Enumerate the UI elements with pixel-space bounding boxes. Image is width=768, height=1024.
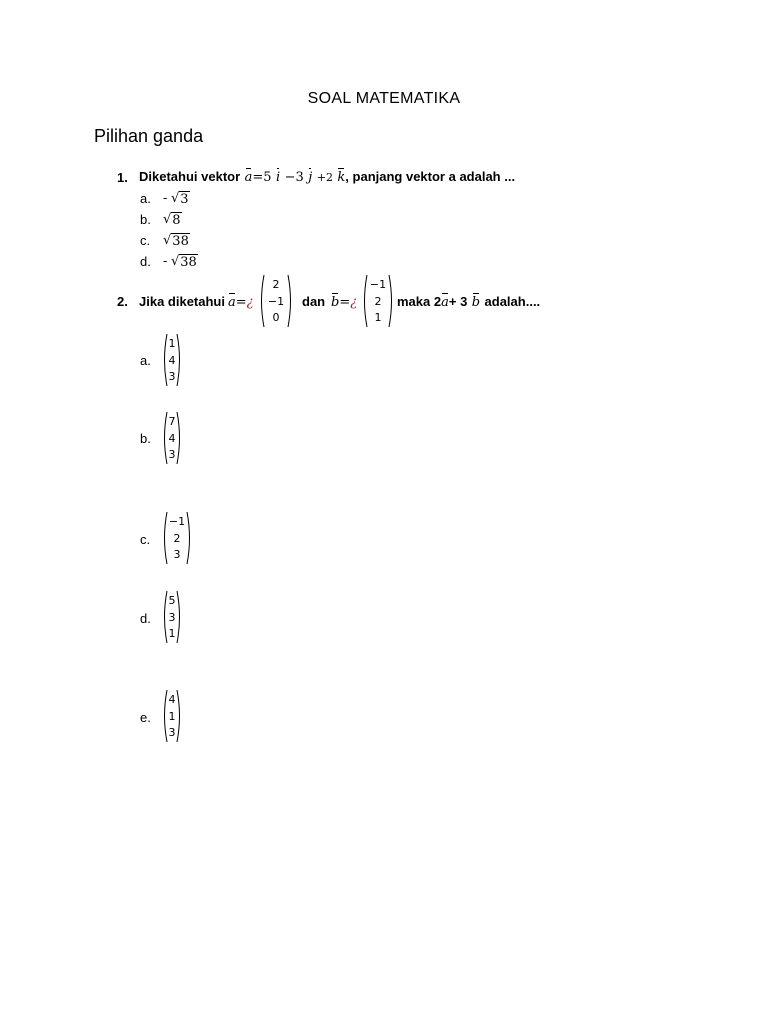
q2-vector-a: a bbox=[228, 295, 236, 310]
q1-option-sign: - bbox=[163, 190, 171, 205]
matrix-cell: 3 bbox=[168, 448, 176, 462]
q2-plus3: + 3 bbox=[448, 294, 468, 309]
q2-expr-b: b bbox=[471, 295, 481, 310]
q2-a-def bbox=[228, 293, 254, 311]
matrix-cell: 7 bbox=[168, 414, 176, 428]
matrix-cell: 1 bbox=[168, 709, 176, 723]
matrix-cell: 2 bbox=[374, 294, 382, 308]
q1-option-value bbox=[163, 210, 182, 228]
q2-a-glyph: ¿ bbox=[246, 295, 254, 310]
q2-expr-a: a bbox=[441, 295, 449, 310]
q2-option-letter: b. bbox=[140, 431, 151, 446]
matrix-cell: 1 bbox=[168, 627, 176, 641]
page-title: SOAL MATEMATIKA bbox=[307, 90, 461, 107]
q1-option-radicand: 3 bbox=[180, 192, 189, 207]
matrix-cell: 3 bbox=[168, 370, 176, 384]
q1-prefix: Diketahui vektor bbox=[139, 169, 241, 184]
matrix-cell: −1 bbox=[369, 277, 387, 291]
matrix-cell: 4 bbox=[168, 431, 176, 445]
q1-vector-i: i bbox=[276, 170, 281, 185]
q2-option-matrix bbox=[162, 689, 182, 743]
q2-option-matrix bbox=[162, 333, 182, 387]
matrix-cell: 4 bbox=[168, 692, 176, 706]
q2-b-glyph: ¿ bbox=[350, 295, 358, 310]
q1-vector-k: k bbox=[337, 170, 346, 185]
q2-expression bbox=[397, 293, 540, 311]
q2-prefix: Jika diketahui bbox=[139, 294, 225, 309]
q2-option-letter: a. bbox=[140, 353, 151, 368]
matrix-cell: 3 bbox=[168, 726, 176, 740]
q1-option-radicand: 38 bbox=[172, 234, 189, 249]
q2-maka: maka 2 bbox=[397, 294, 442, 309]
q1-option-letter: b. bbox=[140, 212, 151, 227]
q1-option-value bbox=[163, 252, 198, 270]
q1-option-letter: c. bbox=[140, 233, 151, 248]
sqrt-symbol: √ 38 bbox=[163, 233, 189, 249]
q2-option-matrix bbox=[162, 411, 182, 465]
matrix-cell: −1 bbox=[267, 294, 285, 308]
q1-option-letter: a. bbox=[140, 191, 151, 206]
q2-option-letter: c. bbox=[140, 532, 151, 547]
q2-suffix: adalah.... bbox=[484, 294, 541, 309]
sqrt-symbol: √ 8 bbox=[163, 212, 181, 228]
q2-option-letter: d. bbox=[140, 611, 151, 626]
sqrt-symbol: √ 3 bbox=[170, 191, 189, 207]
q2-option-matrix bbox=[162, 590, 182, 644]
sqrt-symbol: √ 38 bbox=[170, 254, 197, 270]
q2-number: 2. bbox=[117, 294, 128, 309]
matrix-cell: 1 bbox=[168, 336, 176, 350]
q2-option-matrix bbox=[162, 511, 192, 565]
q2-b-def bbox=[331, 293, 357, 311]
q1-option-value bbox=[163, 231, 190, 249]
q1-suffix: , panjang vektor a adalah ... bbox=[345, 169, 516, 184]
q1-option-sign: - bbox=[163, 253, 171, 268]
q2-dan: dan bbox=[302, 294, 326, 309]
q2-option-letter: e. bbox=[140, 710, 151, 725]
matrix-cell: 2 bbox=[272, 277, 280, 291]
matrix-cell: 1 bbox=[374, 311, 382, 325]
matrix-cell: 4 bbox=[168, 353, 176, 367]
matrix-cell: 3 bbox=[168, 610, 176, 624]
vector-b-matrix bbox=[362, 274, 394, 328]
q1-minus3: −3 bbox=[284, 170, 304, 185]
matrix-cell: 3 bbox=[173, 548, 181, 562]
q1-eq: =5 bbox=[252, 170, 272, 185]
q1-text bbox=[139, 168, 515, 186]
q1-plus2: +2 bbox=[316, 171, 333, 184]
matrix-cell: 0 bbox=[272, 311, 280, 325]
q1-vector-a: a bbox=[244, 170, 253, 185]
q1-option-letter: d. bbox=[140, 254, 151, 269]
q1-option-value bbox=[163, 189, 190, 207]
q2-a-eq: = bbox=[235, 295, 247, 310]
section-heading: Pilihan ganda bbox=[94, 126, 204, 146]
q1-option-radicand: 8 bbox=[172, 213, 181, 228]
matrix-cell: −1 bbox=[168, 514, 186, 528]
q1-vector-j: j bbox=[308, 170, 313, 185]
q2-b-eq: = bbox=[339, 295, 351, 310]
q1-option-radicand: 38 bbox=[180, 255, 197, 270]
vector-a-matrix bbox=[259, 274, 293, 328]
matrix-cell: 5 bbox=[168, 593, 176, 607]
q2-vector-b: b bbox=[331, 295, 340, 310]
matrix-cell: 2 bbox=[173, 531, 181, 545]
q1-number: 1. bbox=[117, 170, 128, 185]
